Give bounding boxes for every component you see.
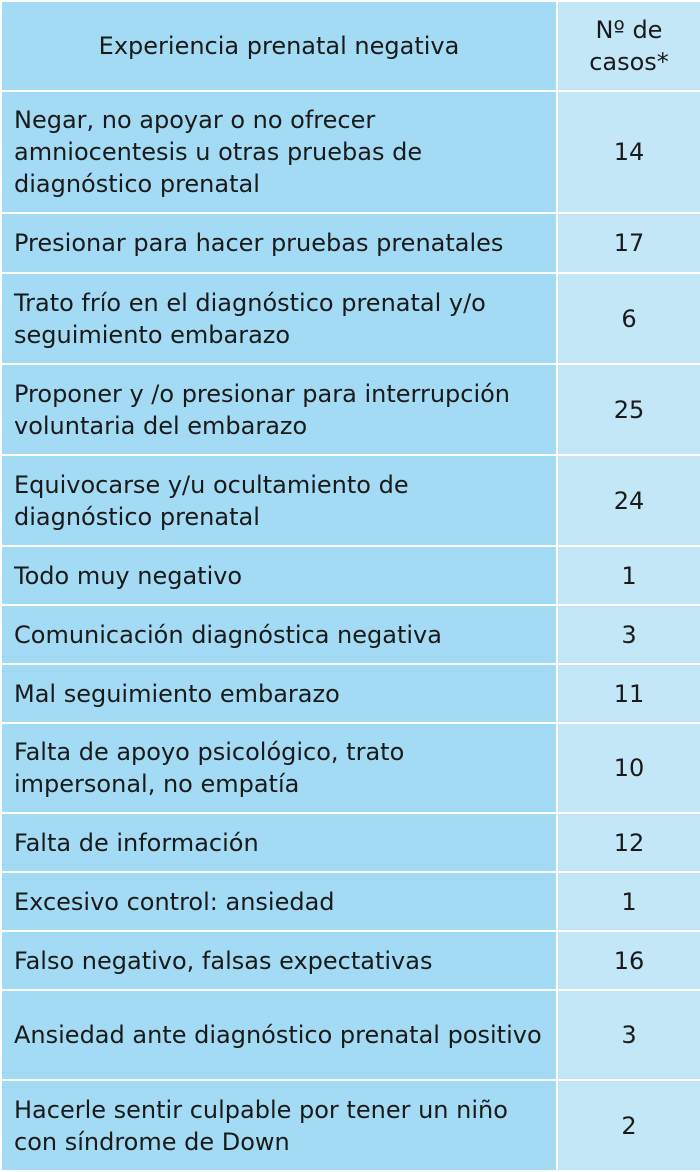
row-count: 10 (557, 723, 700, 813)
row-label: Falta de apoyo psicológico, trato impersonal, no empatía (1, 723, 557, 813)
row-label: Comunicación diagnóstica negativa (1, 605, 557, 664)
table-row (1, 664, 700, 723)
row-label: Mal seguimiento embarazo (1, 664, 557, 723)
row-count: 11 (557, 664, 700, 723)
row-label: Equivocarse y/u ocultamiento de diagnóstico prenatal (1, 455, 557, 546)
header-experience: Experiencia prenatal negativa (1, 1, 557, 91)
row-count: 17 (557, 213, 700, 273)
header-case-count-line2: casos* (589, 48, 669, 76)
row-count: 16 (557, 931, 700, 990)
row-count: 2 (557, 1080, 700, 1171)
table-header-row (1, 1, 700, 91)
table-row (1, 931, 700, 990)
row-count: 1 (557, 546, 700, 605)
row-count: 6 (557, 273, 700, 364)
row-count: 1 (557, 872, 700, 931)
table-row (1, 91, 700, 213)
row-count: 25 (557, 364, 700, 455)
table-row (1, 1080, 700, 1171)
table-row (1, 723, 700, 813)
row-count: 3 (557, 990, 700, 1080)
header-case-count (557, 1, 700, 91)
table-row (1, 364, 700, 455)
row-label: Todo muy negativo (1, 546, 557, 605)
table-row (1, 605, 700, 664)
row-label: Hacerle sentir culpable por tener un niño con síndrome de Down (1, 1080, 557, 1171)
row-label: Falso negativo, falsas expectativas (1, 931, 557, 990)
table-row (1, 872, 700, 931)
row-count: 14 (557, 91, 700, 213)
row-count: 24 (557, 455, 700, 546)
table-row (1, 455, 700, 546)
table-row (1, 213, 700, 273)
row-label: Presionar para hacer pruebas prenatales (1, 213, 557, 273)
row-count: 3 (557, 605, 700, 664)
row-label: Negar, no apoyar o no ofrecer amniocentesis u otras pruebas de diagnóstico prenatal (1, 91, 557, 213)
row-count: 12 (557, 813, 700, 872)
row-label: Trato frío en el diagnóstico prenatal y/o seguimiento embarazo (1, 273, 557, 364)
row-label: Falta de información (1, 813, 557, 872)
table-row (1, 546, 700, 605)
table-row (1, 813, 700, 872)
row-label: Proponer y /o presionar para interrupción voluntaria del embarazo (1, 364, 557, 455)
row-label: Excesivo control: ansiedad (1, 872, 557, 931)
row-label: Ansiedad ante diagnóstico prenatal positivo (1, 990, 557, 1080)
table-row (1, 990, 700, 1080)
table-row (1, 273, 700, 364)
header-case-count-line1: Nº de (595, 16, 663, 44)
